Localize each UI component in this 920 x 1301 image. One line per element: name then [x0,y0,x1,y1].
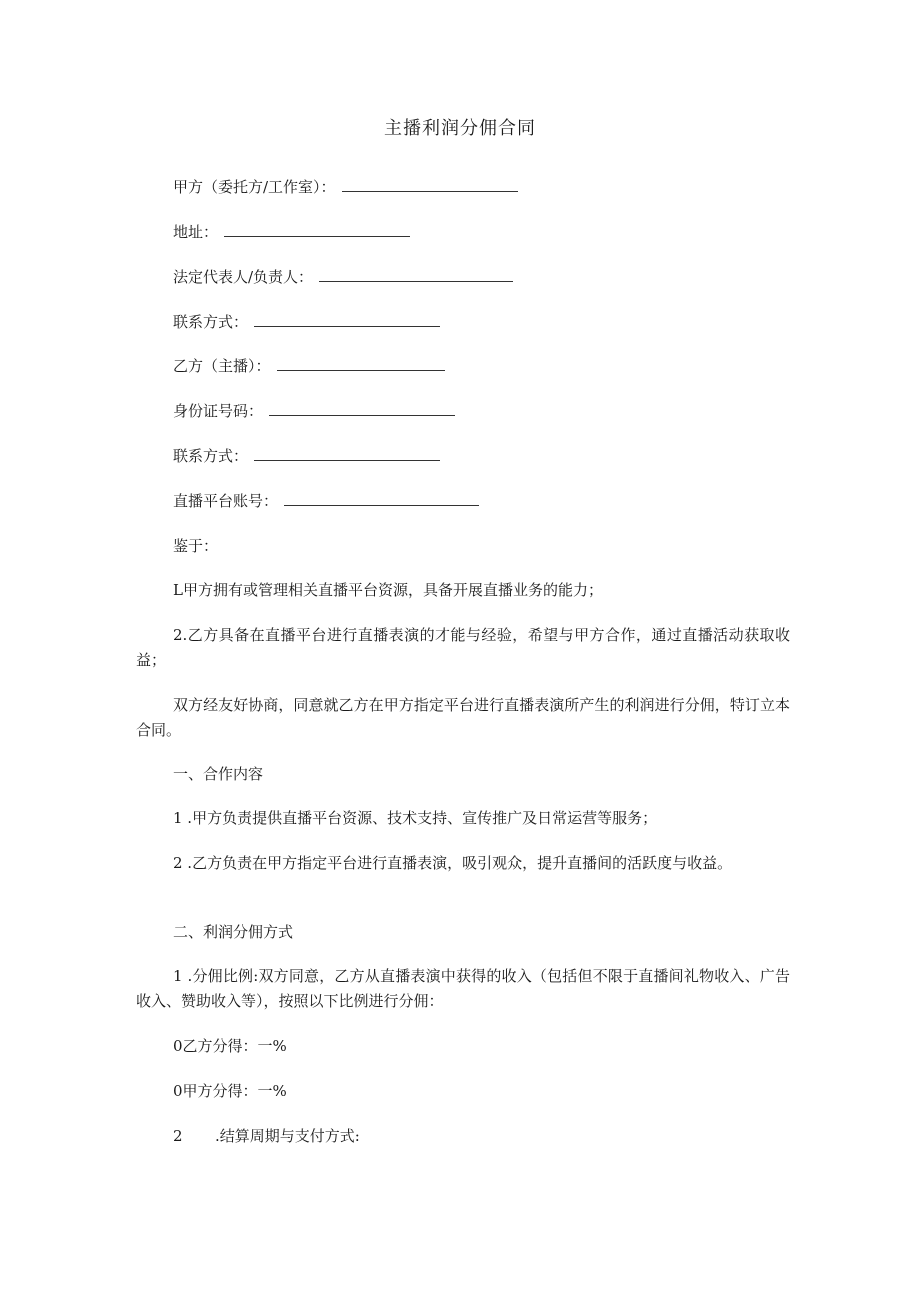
section-1-item-1: 1 .甲方负责提供直播平台资源、技术支持、宣传推广及日常运营等服务； [173,809,658,827]
party-b-contact-field [173,445,440,467]
address-label: 地址： [173,223,219,241]
share-party-a: 0甲方分得：一% [173,1082,287,1100]
party-b-contact-label: 联系方式： [173,447,249,465]
platform-account-field [173,490,479,512]
section-2-item-1: 1 .分佣比例:双方同意，乙方从直播表演中获得的收入（包括但不限于直播间礼物收入、广告收入、赞助收入等），按照以下比例进行分佣： [136,967,790,1010]
id-number-field [173,400,455,422]
party-a-contact-label: 联系方式： [173,313,249,331]
legal-rep-blank[interactable] [319,267,513,282]
recital-item-2: 2.乙方具备在直播平台进行直播表演的才能与经验，希望与甲方合作，通过直播活动获取收益； [136,626,790,669]
legal-rep-label: 法定代表人/负责人： [173,268,314,286]
id-number-blank[interactable] [269,401,455,416]
party-b-field [173,355,445,377]
party-a-label: 甲方（委托方/工作室）： [173,178,336,196]
section-1-item-2: 2 .乙方负责在甲方指定平台进行直播表演，吸引观众，提升直播间的活跃度与收益。 [173,854,733,872]
recital-item-1: L甲方拥有或管理相关直播平台资源，具备开展直播业务的能力； [173,581,603,599]
recitals-heading: 鉴于： [173,537,219,555]
platform-account-label: 直播平台账号： [173,492,279,510]
share-party-b: 0乙方分得：一% [173,1037,287,1055]
section-2-item-2 [173,1125,360,1147]
platform-account-blank[interactable] [284,491,479,506]
section-2-item-2-text: .结算周期与支付方式: [215,1127,360,1145]
section-2-heading: 二、利润分佣方式 [173,923,294,941]
party-b-contact-blank[interactable] [254,446,440,461]
section-1-heading: 一、合作内容 [173,765,264,783]
address-blank[interactable] [224,222,410,237]
party-b-label: 乙方（主播）： [173,357,271,375]
party-b-blank[interactable] [277,356,445,371]
party-a-contact-field [173,311,440,333]
party-a-contact-blank[interactable] [254,312,440,327]
recital-agreement: 双方经友好协商，同意就乙方在甲方指定平台进行直播表演所产生的利润进行分佣，特订立本合同。 [136,696,790,739]
id-number-label: 身份证号码： [173,402,264,420]
document-title: 主播利润分佣合同 [384,118,536,139]
address-field [173,221,410,243]
section-2-item-2-number: 2 [173,1127,183,1145]
legal-rep-field [173,266,513,288]
party-a-field [173,176,518,198]
party-a-blank[interactable] [342,177,518,192]
